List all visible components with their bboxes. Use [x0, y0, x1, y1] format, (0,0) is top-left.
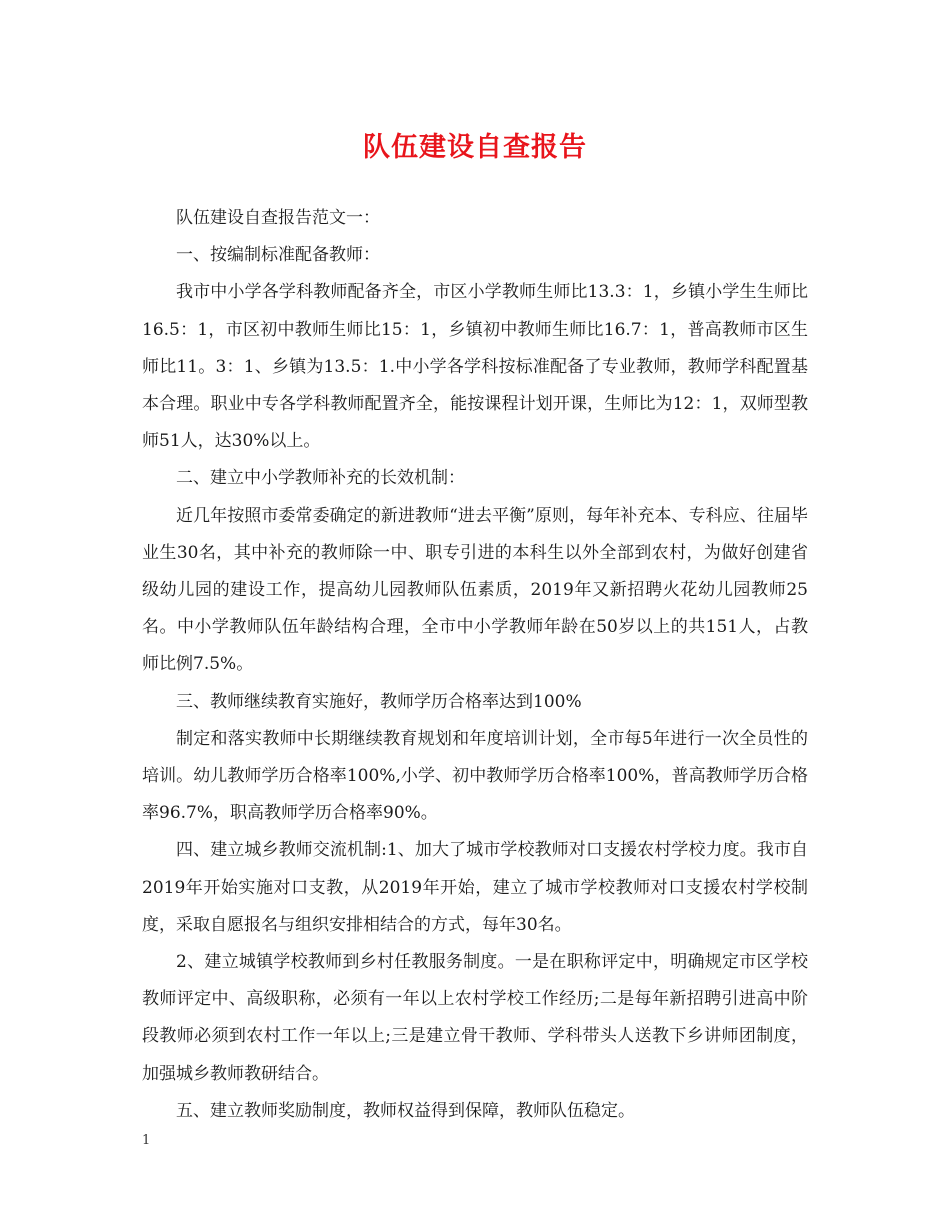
paragraph-heading-1: 一、按编制标准配备教师： [176, 245, 380, 266]
paragraph-intro: 队伍建设自查报告范文一： [176, 208, 380, 228]
paragraph-body-3: 制定和落实教师中长期继续教育规划和年度培训计划，全市每5年进行一次全员性的培训。幼儿教师学历合格率100%,小学、初中教师学历合格率100%，普高教师学历合格率96.7%，职高教师学历合格率90%。 [142, 728, 808, 824]
paragraph-heading-5: 五、建立教师奖励制度，教师权益得到保障，教师队伍稳定。 [176, 1100, 635, 1121]
document-body [142, 200, 808, 1130]
paragraph-body-2: 近几年按照市委常委确定的新进教师“进去平衡”原则，每年补充本、专科应、往届毕业生30名，其中补充的教师除一中、职专引进的本科生以外全部到农村，为做好创建省级幼儿园的建设工作，提高幼儿园教师队伍素质，2019年又新招聘火花幼儿园教师25名。中小学教师队伍年龄结构合理，全市中小学教师年龄在50岁以上的共151人，占教师比例7.5%。 [142, 505, 808, 675]
paragraph-heading-4: 四、建立城乡教师交流机制:1、加大了城市学校教师对口支援农村学校力度。我市自2019年开始实施对口支教，从2019年开始，建立了城市学校教师对口支援农村学校制度，采取自愿报名与组织安排相结合的方式，每年30名。 [142, 840, 808, 935]
paragraph-body-4: 2、建立城镇学校教师到乡村任教服务制度。一是在职称评定中，明确规定市区学校教师评定中、高级职称，必须有一年以上农村学校工作经历;二是每年新招聘引进高中阶段教师必须到农村工作一年以上;三是建立骨干教师、学科带头人送教下乡讲师团制度，加强城乡教师教研结合。 [142, 952, 808, 1084]
paragraph-heading-2: 二、建立中小学教师补充的长效机制： [176, 468, 465, 489]
paragraph-body-1: 我市中小学各学科教师配备齐全，市区小学教师生师比13.3：1，乡镇小学生生师比16.5：1，市区初中教师生师比15：1，乡镇初中教师生师比16.7：1，普高教师市区生师比11。3：1、乡镇为13.5：1.中小学各学科按标准配备了专业教师，教师学科配置基本合理。职业中专各学科教师配置齐全，能按课程计划开课，生师比为12：1，双师型教师51人，达30%以上。 [142, 282, 808, 452]
page-number: 1 [142, 1133, 151, 1148]
paragraph-heading-3: 三、教师继续教育实施好，教师学历合格率达到100% [176, 691, 582, 712]
document-title: 队伍建设自查报告 [363, 132, 587, 163]
